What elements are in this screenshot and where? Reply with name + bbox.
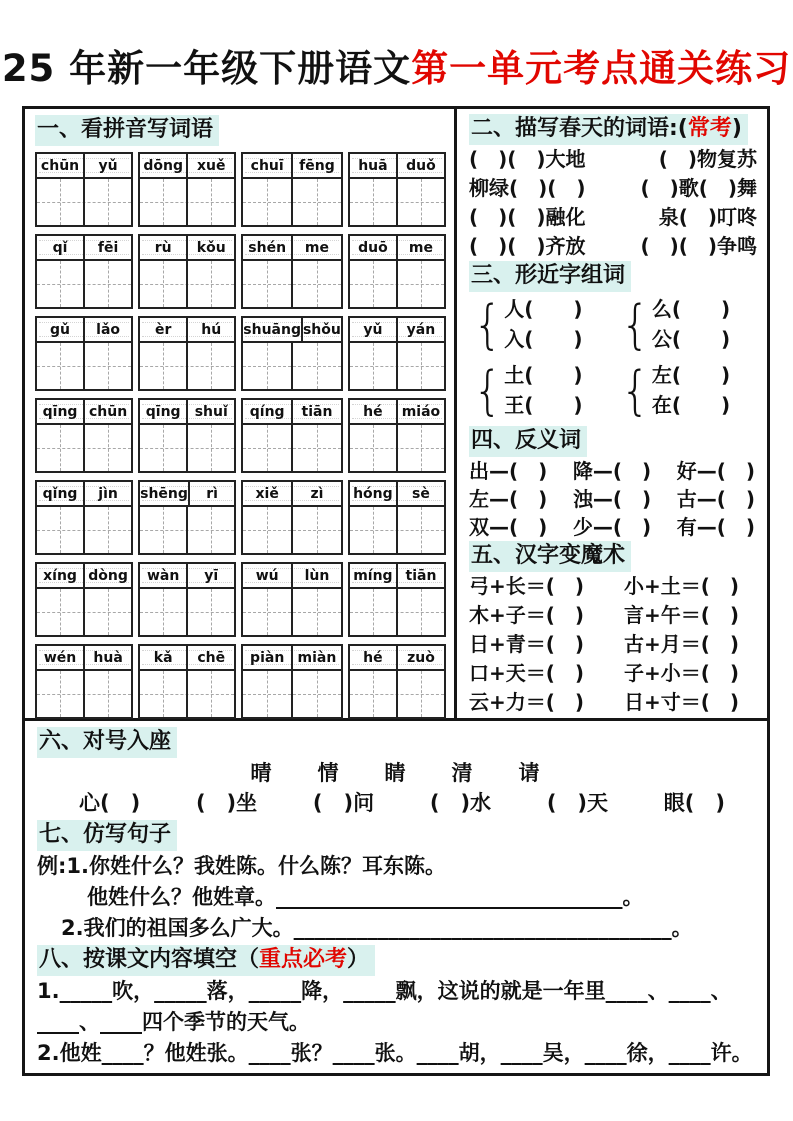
pinyin-word-box [35, 562, 133, 637]
example-sentence: 例:1.你姓什么？我姓陈。什么陈？耳东陈。 [37, 854, 446, 878]
writing-cell [37, 425, 83, 471]
pinyin-syllable: jìn [83, 482, 131, 505]
fill-slot: ( )问 [312, 791, 375, 815]
writing-cell [37, 179, 83, 225]
pinyin-syllable: miáo [396, 400, 444, 423]
spring-words-row: ( )( )大地 ( )物复苏 [469, 147, 757, 171]
pinyin-word-box [348, 316, 446, 391]
writing-cell [83, 343, 131, 389]
pinyin-syllable: qǐ [52, 240, 68, 256]
writing-cell [186, 589, 234, 635]
page-title-black: 25 年新一年级下册语文 [1, 47, 412, 90]
pinyin-syllable: qīng [145, 404, 181, 420]
char-magic-row: 云+力＝( ) 日+寸＝( ) [469, 690, 739, 714]
pinyin-word-box [241, 152, 343, 227]
pinyin-syllable: hú [186, 318, 234, 341]
writing-cell [350, 507, 396, 553]
pinyin-syllable: shuāng [243, 322, 301, 338]
pinyin-syllable: èr [154, 322, 172, 338]
key-exam-badge: 重点必考 [259, 947, 348, 972]
writing-cell [243, 343, 291, 389]
writing-cell [243, 261, 291, 307]
often-tested-badge: 常考 [687, 116, 732, 141]
writing-cell [396, 589, 444, 635]
writing-cell [291, 425, 341, 471]
pinyin-syllable: xiě [255, 486, 279, 502]
pinyin-syllable: fēi [83, 236, 131, 259]
pinyin-syllable: me [396, 236, 444, 259]
pinyin-syllable: wú [255, 568, 279, 584]
writing-cell [396, 343, 444, 389]
sentence-blank-line: 2.我们的祖国多么广大。____________________________________。 [61, 916, 693, 940]
top-two-column-area [25, 109, 767, 721]
pinyin-syllable: me [291, 236, 341, 259]
writing-cell [291, 507, 341, 553]
fill-slot: ( )水 [429, 791, 492, 815]
writing-cell [243, 671, 291, 717]
writing-cell [291, 671, 341, 717]
pinyin-syllable: qíng [249, 404, 285, 420]
pinyin-word-box [35, 234, 133, 309]
writing-cell [243, 425, 291, 471]
char-magic-row: 木+子＝( ) 言+午＝( ) [469, 603, 739, 627]
pinyin-word-box [348, 480, 446, 555]
pinyin-word-box [348, 562, 446, 637]
pinyin-syllable: yán [396, 318, 444, 341]
writing-cell [140, 261, 186, 307]
writing-cell [37, 589, 83, 635]
pinyin-word-box [138, 234, 236, 309]
cloze-line: ____、____四个季节的天气。 [37, 1010, 310, 1034]
pinyin-syllable: míng [353, 568, 393, 584]
pinyin-syllable: huà [83, 646, 131, 669]
writing-cell [396, 507, 444, 553]
brace-glyph: { [473, 292, 503, 356]
pinyin-syllable: duǒ [396, 154, 444, 177]
pinyin-word-box [348, 644, 446, 719]
pinyin-syllable: xíng [43, 568, 77, 584]
section-7-heading: 七、仿写句子 [37, 820, 753, 851]
writing-cell [83, 589, 131, 635]
antonym-row: 出—( ) 降—( ) 好—( ) [469, 459, 755, 483]
similar-char-groups [469, 294, 757, 420]
pinyin-word-box [35, 398, 133, 473]
spring-words-row: ( )( )齐放 ( )( )争鸣 [469, 234, 757, 258]
writing-cell [37, 261, 83, 307]
section-5-heading: 五、汉字变魔术 [469, 541, 757, 572]
section-6-heading: 六、对号入座 [37, 727, 753, 758]
antonym-row: 左—( ) 浊—( ) 古—( ) [469, 487, 755, 511]
writing-cell [243, 179, 291, 225]
pinyin-syllable: tiān [291, 400, 341, 423]
pinyin-word-box [35, 316, 133, 391]
pinyin-syllable: miàn [291, 646, 341, 669]
pinyin-grid [35, 152, 446, 719]
pinyin-word-box [138, 644, 236, 719]
writing-cell [396, 261, 444, 307]
pinyin-syllable: yī [186, 564, 234, 587]
section-3-heading: 三、形近字组词 [469, 261, 757, 292]
pinyin-syllable: xuě [186, 154, 234, 177]
writing-cell [396, 179, 444, 225]
pinyin-word-box [241, 316, 343, 391]
pinyin-syllable: rù [154, 240, 172, 256]
pinyin-syllable: yǔ [363, 322, 383, 338]
brace-glyph: { [620, 358, 650, 422]
pinyin-syllable: wàn [146, 568, 180, 584]
pinyin-syllable: dòng [83, 564, 131, 587]
writing-cell [396, 425, 444, 471]
word-bank [37, 758, 753, 788]
antonym-row: 双—( ) 少—( ) 有—( ) [469, 515, 755, 539]
pinyin-word-box [241, 644, 343, 719]
writing-cell [37, 507, 83, 553]
writing-cell [186, 261, 234, 307]
section-8-heading: 八、按课文内容填空（重点必考） [37, 945, 753, 976]
writing-cell [83, 179, 131, 225]
pinyin-syllable: chuī [250, 158, 284, 174]
writing-cell [186, 343, 234, 389]
pinyin-syllable: rì [188, 482, 234, 505]
writing-cell [291, 589, 341, 635]
bank-char: 睛 [384, 761, 406, 785]
spring-words-row: 柳绿( )( ) ( )歌( )舞 [469, 176, 757, 200]
writing-cell [396, 671, 444, 717]
pinyin-syllable: huā [358, 158, 388, 174]
pinyin-syllable: kǎ [153, 650, 173, 666]
brace-glyph: { [620, 292, 650, 356]
pinyin-syllable: shǒu [301, 318, 341, 341]
pinyin-syllable: lùn [291, 564, 341, 587]
char-group: { 么( ) 公( ) [621, 294, 731, 354]
bank-char: 清 [451, 761, 473, 785]
char-group: { 人( ) 入( ) [473, 294, 583, 354]
char-magic-row: 弓+长＝( ) 小+土＝( ) [469, 574, 739, 598]
bank-char: 晴 [250, 761, 272, 785]
char-magic-row: 日+青＝( ) 古+月＝( ) [469, 632, 739, 656]
fill-slot: ( )天 [546, 791, 609, 815]
pinyin-word-box [241, 234, 343, 309]
writing-cell [350, 671, 396, 717]
writing-cell [350, 589, 396, 635]
pinyin-word-box [348, 234, 446, 309]
page-title [0, 38, 793, 92]
cloze-line: 1._____吹，_____落，_____降，_____飘，这说的就是一年里____、____、 [37, 979, 732, 1003]
spring-words-row: ( )( )融化 泉( )叮咚 [469, 205, 757, 229]
writing-cell [291, 343, 341, 389]
pinyin-syllable: chūn [40, 158, 80, 174]
pinyin-syllable: tiān [396, 564, 444, 587]
writing-cell [186, 507, 234, 553]
sentence-blank-line: 他姓什么？他姓章。_________________________________。 [87, 885, 644, 909]
pinyin-word-box [35, 152, 133, 227]
pinyin-syllable: chūn [83, 400, 131, 423]
pinyin-syllable: yǔ [83, 154, 131, 177]
pinyin-syllable: lǎo [83, 318, 131, 341]
writing-cell [186, 671, 234, 717]
writing-cell [83, 671, 131, 717]
writing-cell [140, 589, 186, 635]
brace-glyph: { [473, 358, 503, 422]
pinyin-word-box [138, 480, 236, 555]
writing-cell [243, 589, 291, 635]
writing-cell [291, 261, 341, 307]
writing-cell [350, 425, 396, 471]
pinyin-syllable: shén [248, 240, 287, 256]
cloze-line: 2.他姓____？他姓张。____张？____张。____胡，____吴，____徐，____许。 [37, 1041, 753, 1065]
pinyin-word-box [241, 562, 343, 637]
pinyin-syllable: hé [363, 650, 383, 666]
pinyin-word-box [348, 152, 446, 227]
pinyin-word-box [35, 644, 133, 719]
writing-cell [186, 179, 234, 225]
right-column [457, 109, 767, 718]
pinyin-syllable: wén [43, 650, 77, 666]
pinyin-syllable: qǐng [42, 486, 78, 502]
pinyin-syllable: shuǐ [186, 400, 234, 423]
writing-cell [37, 343, 83, 389]
section-4-heading: 四、反义词 [469, 426, 757, 457]
pinyin-syllable: shēng [140, 486, 188, 502]
char-group: { 左( ) 在( ) [621, 360, 731, 420]
pinyin-word-box [241, 480, 343, 555]
writing-cell [140, 179, 186, 225]
pinyin-syllable: hóng [353, 486, 393, 502]
pinyin-syllable: zì [291, 482, 341, 505]
pinyin-syllable: kǒu [186, 236, 234, 259]
writing-cell [140, 425, 186, 471]
bank-char: 情 [317, 761, 339, 785]
pinyin-syllable: chē [186, 646, 234, 669]
char-magic-row: 口+天＝( ) 子+小＝( ) [469, 661, 739, 685]
pinyin-syllable: qīng [42, 404, 78, 420]
pinyin-word-box [241, 398, 343, 473]
writing-cell [83, 261, 131, 307]
pinyin-syllable: fēng [291, 154, 341, 177]
char-group: { 土( ) 王( ) [473, 360, 583, 420]
pinyin-syllable: hé [363, 404, 383, 420]
pinyin-syllable: duō [358, 240, 388, 256]
section-1-heading: 一、看拼音写词语 [35, 115, 446, 146]
pinyin-syllable: piàn [250, 650, 285, 666]
writing-cell [186, 425, 234, 471]
writing-cell [140, 671, 186, 717]
section-1-pinyin [25, 109, 457, 718]
fill-slot: 心( ) [79, 791, 141, 815]
pinyin-word-box [138, 562, 236, 637]
page-title-red: 第一单元考点通关练习 [411, 47, 792, 90]
pinyin-word-box [138, 398, 236, 473]
writing-cell [83, 507, 131, 553]
writing-cell [350, 343, 396, 389]
writing-cell [140, 343, 186, 389]
writing-cell [243, 507, 291, 553]
pinyin-word-box [348, 398, 446, 473]
writing-cell [350, 261, 396, 307]
bottom-area [25, 721, 767, 1069]
fill-slots-row [37, 788, 753, 819]
pinyin-syllable: gǔ [50, 322, 71, 338]
writing-cell [140, 507, 186, 553]
fill-slot: 眼( ) [663, 791, 725, 815]
fill-slot: ( )坐 [195, 791, 258, 815]
pinyin-word-box [138, 316, 236, 391]
writing-cell [37, 671, 83, 717]
pinyin-word-box [35, 480, 133, 555]
section-2-heading: 二、描写春天的词语:(常考) [469, 114, 757, 145]
writing-cell [83, 425, 131, 471]
pinyin-word-box [138, 152, 236, 227]
pinyin-syllable: dōng [143, 158, 183, 174]
pinyin-syllable: sè [396, 482, 444, 505]
bank-char: 请 [518, 761, 540, 785]
pinyin-syllable: zuò [396, 646, 444, 669]
writing-cell [350, 179, 396, 225]
writing-cell [291, 179, 341, 225]
worksheet-body [22, 106, 770, 1076]
